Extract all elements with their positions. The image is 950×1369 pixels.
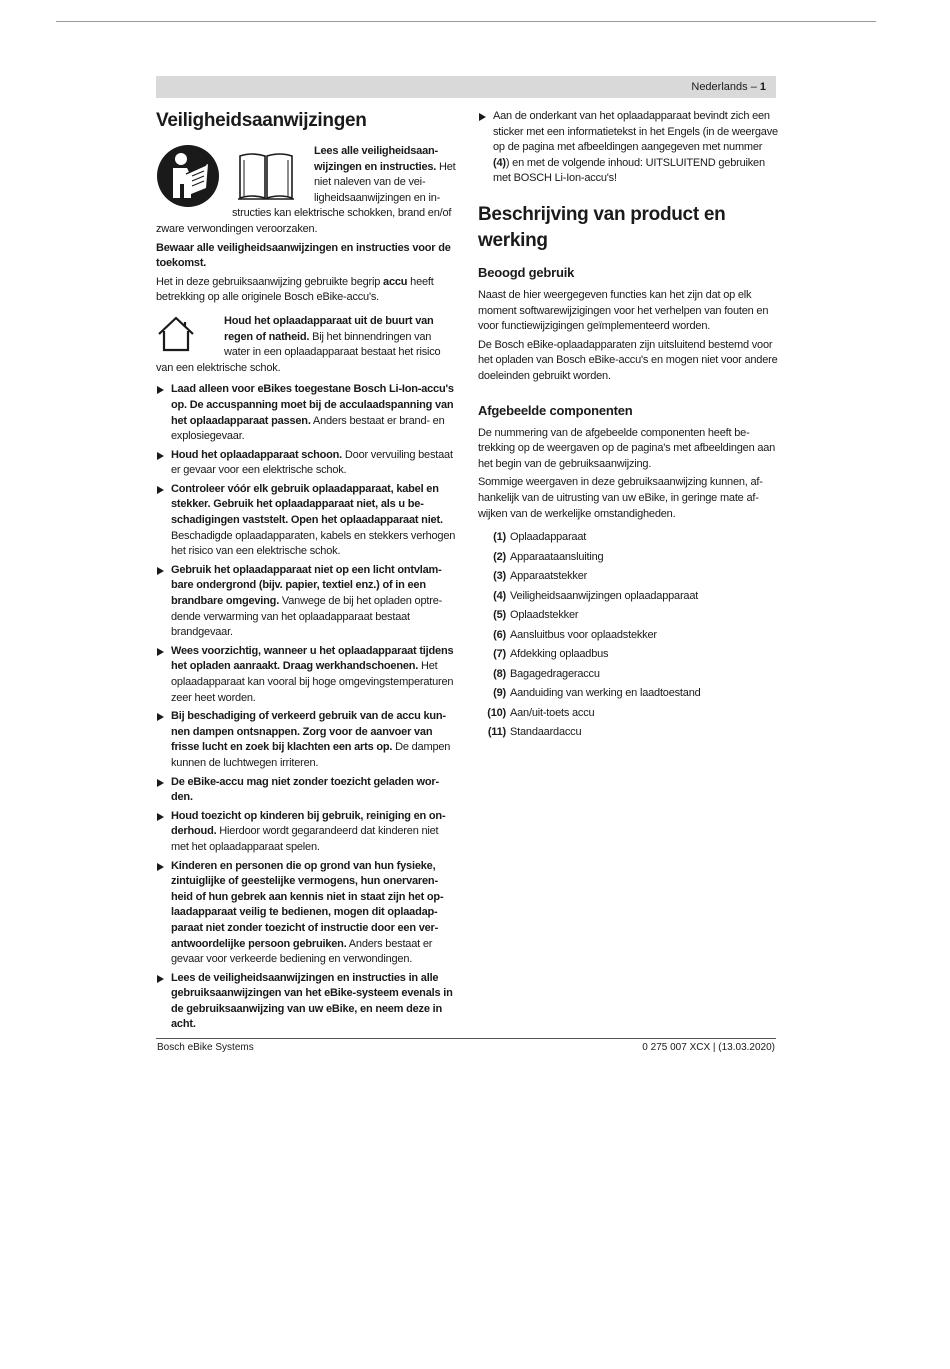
bullet-text: Beschadigde oplaadapparaten, kabels en stekkers verhogen het risico van een elektrische schok.	[171, 529, 456, 558]
list-item	[478, 109, 778, 187]
bullet-bold: Houd toezicht op kinderen bij gebruik, reiniging en onderhoud.	[171, 809, 446, 838]
list-item	[478, 723, 778, 743]
term-post: heeft betrekking op alle originele Bosch eBike-accu's.	[156, 275, 434, 304]
list-item	[478, 626, 778, 646]
list-item	[478, 567, 778, 587]
right-column	[478, 109, 778, 743]
bullet-bold: Houd het oplaadapparaat schoon.	[171, 448, 343, 461]
house-warning	[156, 314, 456, 376]
sticker-ref: (4)	[493, 156, 506, 169]
list-item	[478, 606, 778, 626]
footer-publisher: Bosch eBike Systems	[157, 1042, 254, 1053]
bullet-text: De dampen kunnen de luchtwegen irriteren.	[171, 741, 451, 769]
intro-warning	[156, 144, 456, 238]
read-manual-icon	[156, 144, 220, 208]
components-p2: Sommige weergaven in deze gebruiksaanwijzing kunnen, afhankelijk van de uitrusting van uw eBike, in geringe mate afwijken van de werkelijke omstandigheden.	[478, 476, 763, 520]
components-p1: De nummering van de afgebeelde componenten heeft betrekking op de weergaven op de pagina's met afbeeldingen aan het begin van de gebruiksaanwijzing.	[478, 426, 776, 470]
page-header	[156, 76, 776, 98]
bullet-text: Hierdoor wordt gegarandeerd dat kinderen niet met het oplaadapparaat spelen.	[171, 825, 439, 853]
list-item	[156, 859, 456, 968]
component-number: (8)	[493, 667, 506, 680]
intro-bold: Lees alle veiligheidsaanwijzingen en instructies.	[314, 145, 439, 173]
component-label: Standaardaccu	[510, 726, 582, 739]
component-label: Apparaataansluiting	[510, 550, 604, 563]
bullet-bold: Gebruik het oplaadapparaat niet op een licht ontvlambare ondergrond (bijv. papier, textiel enz.) of in een brandbare omgeving.	[171, 563, 442, 608]
component-label: Oplaadstekker	[510, 609, 579, 622]
term-bold: accu	[383, 275, 408, 288]
component-number: (7)	[493, 648, 506, 661]
component-number: (4)	[493, 589, 506, 602]
list-item	[478, 548, 778, 568]
bullet-text: Anders bestaat er brand- en explosiegevaar.	[171, 414, 445, 443]
safety-list	[156, 382, 456, 1033]
list-item	[156, 709, 456, 771]
left-column	[156, 108, 456, 1036]
list-item	[478, 587, 778, 607]
list-item	[156, 809, 456, 856]
component-number: (5)	[493, 609, 506, 622]
component-number: (10)	[487, 706, 506, 719]
safety-title: Veiligheidsaanwijzingen	[156, 110, 367, 131]
page-number: 1	[759, 81, 766, 93]
house-text	[156, 314, 456, 376]
keep-instructions	[156, 241, 456, 272]
bullet-bold: Wees voorzichtig, wanneer u het oplaadapparaat tijdens het opladen aanraakt. Draag werkhandschoenen.	[171, 644, 454, 673]
component-label: Oplaadapparaat	[510, 531, 587, 544]
intro-body: Het niet naleven van de veiligheidsaanwijzingen en instructies kan elektrische schokken, brand en/of zware verwondingen veroorzaken.	[156, 160, 456, 235]
bullet-bold: Bij beschadiging of verkeerd gebruik van de accu kunnen dampen ontsnappen. Zorg voor de aanvoer van frisse lucht en zoek bij klachten een arts op.	[171, 710, 447, 754]
product-title: Beschrijving van product en werking	[478, 203, 726, 251]
component-number: (3)	[493, 570, 506, 583]
house-body: Bij het binnendringen van water in een oplaadapparaat bestaat het risico van een elektrische schok.	[156, 330, 441, 374]
sticker-post: ) en met de volgende inhoud: UITSLUITEND gebruiken met BOSCH Li-Ion-accu's!	[493, 156, 765, 185]
indoor-house-icon	[156, 314, 196, 354]
list-item	[478, 704, 778, 724]
top-rule	[56, 21, 876, 22]
component-number: (2)	[493, 550, 506, 563]
component-number: (11)	[487, 726, 506, 739]
list-item	[156, 775, 456, 806]
bullet-text: Het oplaadapparaat kan vooral bij hoge omgevingstemperaturen zeer heet worden.	[171, 660, 454, 704]
component-number: (1)	[493, 531, 506, 544]
bullet-text: Door vervuiling bestaat er gevaar voor een elektrische schok.	[171, 448, 453, 477]
component-label: Aanduiding van werking en laadtoestand	[510, 687, 701, 700]
list-item	[156, 448, 456, 479]
component-label: Bagagedrageraccu	[510, 667, 600, 680]
component-number: (6)	[493, 628, 506, 641]
intended-use-p2: De Bosch eBike-oplaadapparaten zijn uitsluitend bestemd voor het opladen van Bosch eBike-accu's en mogen niet voor andere doeleinden gebruikt worden.	[478, 338, 778, 382]
bullet-bold: Controleer vóór elk gebruik oplaadapparaat, kabel en stekker. Gebruik het oplaadapparaat niet, als u beschadigingen vaststelt. Open het oplaadapparaat niet.	[171, 482, 443, 527]
house-bold: Houd het oplaadapparaat uit de buurt van regen of natheid.	[224, 314, 434, 343]
component-number: (9)	[493, 687, 506, 700]
sticker-note	[478, 109, 778, 187]
components-list	[478, 528, 778, 743]
list-item	[156, 644, 456, 706]
bullet-bold: Laad alleen voor eBikes toegestane Bosch Li-Ion-accu's op. De accuspanning moet bij de acculaadspanning van het oplaadapparaat passen.	[171, 383, 454, 427]
components-heading: Afgebeelde componenten	[478, 402, 633, 418]
list-item	[478, 645, 778, 665]
list-item	[156, 563, 456, 641]
header-language: Nederlands	[691, 81, 748, 93]
list-item	[156, 482, 456, 560]
book-icon	[238, 152, 294, 202]
list-item	[478, 665, 778, 685]
bullet-text: Vanwege de bij het opladen optredende verwarming van het oplaadapparaat bestaat brandgevaar.	[171, 595, 443, 639]
bullet-bold: De eBike-accu mag niet zonder toezicht geladen worden.	[171, 775, 440, 804]
component-label: Veiligheidsaanwijzingen oplaadapparaat	[510, 589, 699, 602]
bullet-bold: Kinderen en personen die op grond van hun fysieke, zintuiglijke of geestelijke vermogens, hun onervarenheid of hun gebrek aan kennis niet in staat zijn het oplaadapparaat veilig te bedienen, mogen dit oplaadapparaat niet zonder toezicht of instructie door een verantwoordelijke persoon gebruiken.	[171, 859, 444, 950]
footer-doc-id: 0 275 007 XCX | (13.03.2020)	[642, 1042, 775, 1053]
component-label: Apparaatstekker	[510, 570, 588, 583]
sticker-pre: Aan de onderkant van het oplaadapparaat bevindt zich een sticker met een informatietekst in het Engels (in de weergave op de pagina met afbeeldingen aangegeven met nummer	[493, 110, 778, 154]
bullet-text: Anders bestaat er gevaar voor verkeerde bediening en verwondingen.	[171, 937, 433, 966]
component-label: Afdekking oplaadbus	[510, 648, 609, 661]
intended-use-heading: Beoogd gebruik	[478, 264, 575, 280]
list-item	[156, 971, 456, 1033]
bullet-bold: Lees de veiligheidsaanwijzingen en instructies in alle gebruiksaanwijzingen van het eBike-systeem evenals in de gebruiksaanwijzing van uw eBike, en neem deze in acht.	[171, 971, 453, 1031]
keep-bold: Bewaar alle veiligheidsaanwijzingen en instructies voor de toekomst.	[156, 241, 451, 270]
term-pre: Het in deze gebruiksaanwijzing gebruikte begrip	[156, 275, 384, 288]
component-label: Aan/uit-toets accu	[510, 706, 595, 719]
list-item	[478, 528, 778, 548]
list-item	[478, 684, 778, 704]
list-item	[156, 382, 456, 444]
footer-rule	[156, 1038, 776, 1039]
term-note	[156, 275, 456, 306]
header-separator: –	[747, 81, 760, 93]
intended-use-p1: Naast de hier weergegeven functies kan het zijn dat op elk moment softwarewijzigingen voor het verhelpen van fouten en voor functiewijzigingen geïmplementeerd worden.	[478, 288, 769, 333]
component-label: Aansluitbus voor oplaadstekker	[510, 628, 657, 641]
